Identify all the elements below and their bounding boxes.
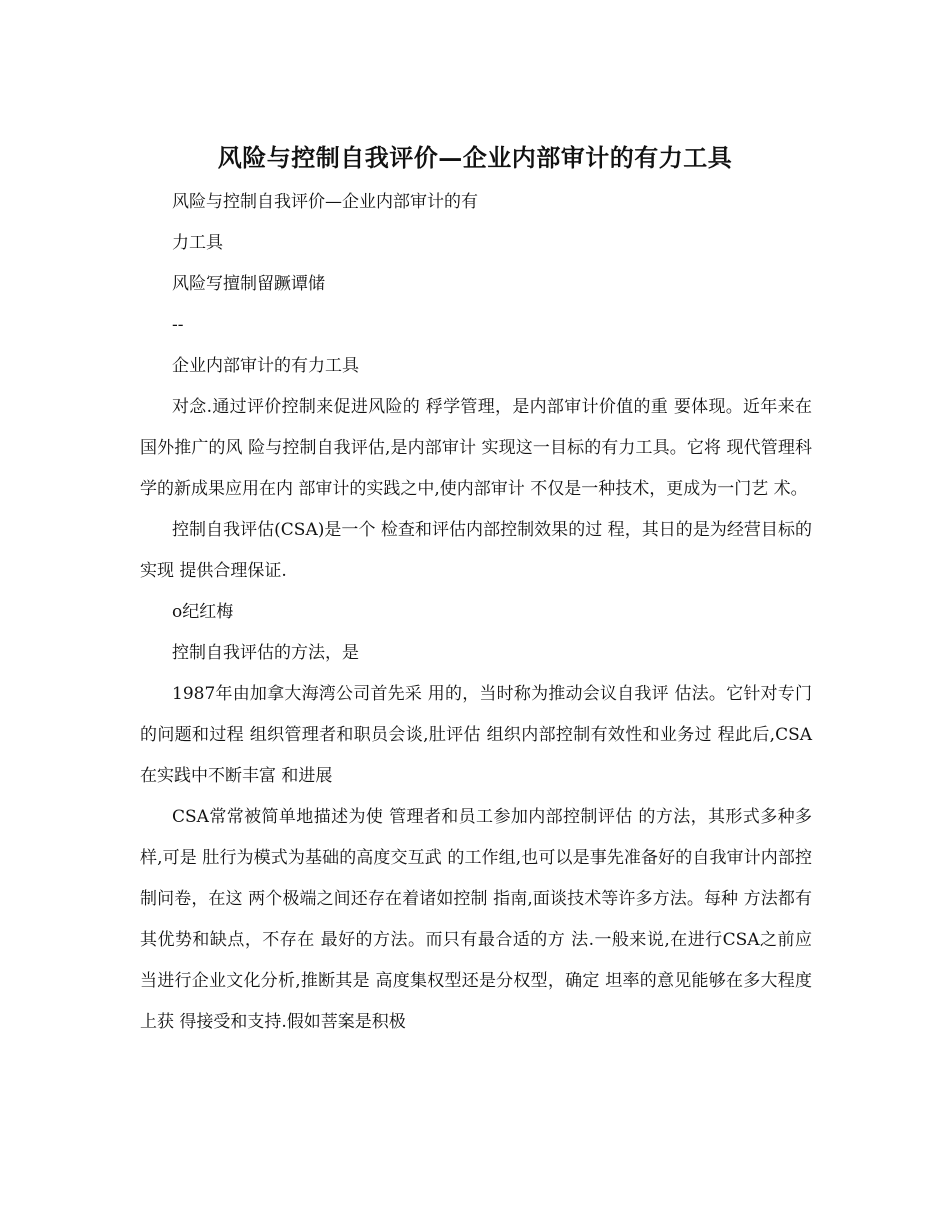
paragraph-section-heading: 企业内部审计的有力工具 — [172, 356, 359, 376]
document-title: 风险与控制自我评价—企业内部审计的有力工具 — [217, 143, 733, 172]
document-body — [140, 182, 812, 1043]
paragraph-author: o纪红梅 — [172, 602, 234, 622]
paragraph-method-intro: 控制自我评估的方法，是 — [172, 643, 359, 663]
paragraph-dash-separator: -- — [172, 315, 184, 335]
paragraph-csa-forms: CSA常常被简单地描述为使 管理者和员工参加内部控制评估 的方法，其形式多种多样,可是 肚行为模式为基础的高度交互武 的工作组,也可以是事先准备好的自我审计内部控制问卷，在这 两个极端之间还存在着诸如控制 指南,面谈技术等许多方法。每种 方法都有其优势和缺点，不存在 最好的方法。而只有最合适的方 法.一般来说,在进行CSA之前应 当进行企业文化分析,推断其是 高度集权型还是分权型，确定 坦率的意见能够在多大程度上获 得接受和支持.假如菩案是积极 — [140, 807, 812, 1032]
paragraph-subtitle-line-2: 力工具 — [172, 233, 223, 253]
paragraph-history: 1987年由加拿大海湾公司首先采 用的，当时称为推动会议自我评 估法。它针对专门的问题和过程 组织管理者和职员会谈,肚评估 组织内部控制有效性和业务过 程此后,CSA在实践中不断丰富 和进展 — [140, 684, 812, 786]
paragraph-subtitle-line-1: 风险与控制自我评价—企业内部审计的有 — [172, 192, 478, 212]
paragraph-csa-definition: 控制自我评估(CSA)是一个 检查和评估内部控制效果的过 程，其日的是为经营目标的实现 提供合理保证. — [140, 520, 812, 581]
paragraph-abstract: 对念.通过评价控制来促进风险的 稃学管理，是内部审计价值的重 要体现。近年来在国外推广的风 险与控制自我评估,是内部审计 实现这一目标的有力工具。它将 现代管理科学的新成果应用在内 部审计的实践之中,使内部审计 不仅是一种技术，更成为一门艺 术。 — [140, 397, 812, 499]
paragraph-garbled-heading: 风险写擅制留蹶谭储 — [172, 274, 325, 294]
